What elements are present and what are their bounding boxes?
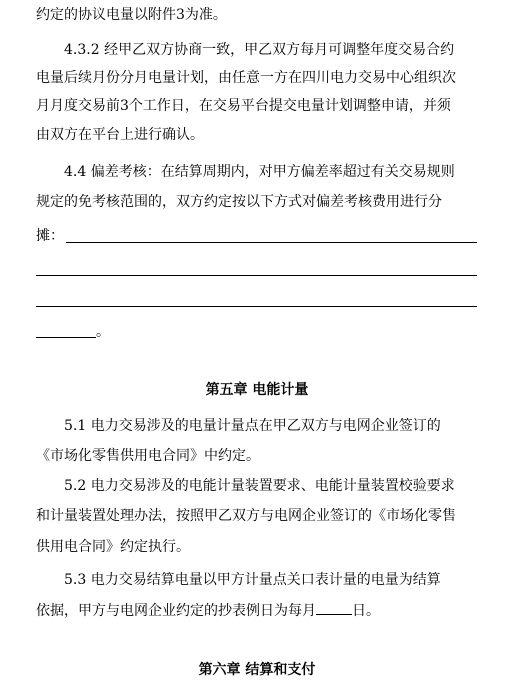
clause-5-3-suffix: 日。 (352, 603, 380, 619)
fill-in-line-3 (36, 306, 477, 307)
chapter-6-title: 第六章 结算和支付 (198, 662, 316, 678)
fill-in-line-1 (66, 242, 477, 243)
clause-5-3-line-1: 5.3 电力交易结算电量以甲方计量点关口表计量的电量为结算 (64, 572, 441, 588)
clause-4-3-2-line-4: 由双方在平台上进行确认。 (36, 127, 204, 143)
clause-4-3-2-line-3: 月月度交易前3个工作日，在交易平台提交电量计划调整申请，并须 (36, 98, 451, 114)
clause-4-3-2-line-2: 电量后续月份分月电量计划，由任意一方在四川电力交易中心组织次 (36, 70, 456, 86)
clause-4-4-line-2: 规定的免考核范围的，双方约定按以下方式对偏差考核费用进行分 (36, 194, 442, 210)
clause-5-2-line-1: 5.2 电力交易涉及的电能计量装置要求、电能计量装置校验要求 (64, 478, 455, 494)
intro-line: 约定的协议电量以附件3为准。 (36, 7, 227, 23)
clause-5-2-line-3: 供用电合同》约定执行。 (36, 539, 190, 555)
clause-4-3-2-line-1: 4.3.2 经甲乙双方协商一致，甲乙双方每月可调整年度交易合约 (64, 42, 455, 58)
clause-4-4-line-3: 摊： (36, 228, 64, 244)
chapter-5-title: 第五章 电能计量 (205, 382, 309, 398)
clause-5-1-line-2: 《市场化零售供用电合同》中约定。 (36, 448, 260, 464)
meter-reading-day-blank (316, 600, 352, 615)
clause-4-4-line-1: 4.4 偏差考核：在结算周期内，对甲方偏差率超过有关交易规则 (64, 164, 455, 180)
clause-5-3-text: 依据，甲方与电网企业约定的抄表例日为每月 (36, 603, 316, 619)
fill-in-line-4 (36, 337, 96, 338)
clause-5-3-line-2 (36, 600, 380, 621)
clause-5-2-line-2: 和计量装置处理办法，按照甲乙双方与电网企业签订的《市场化零售 (36, 508, 456, 524)
fill-in-line-2 (36, 275, 477, 276)
fill-in-period: 。 (96, 324, 110, 340)
clause-5-1-line-1: 5.1 电力交易涉及的电量计量点在甲乙双方与电网企业签订的 (64, 418, 441, 434)
